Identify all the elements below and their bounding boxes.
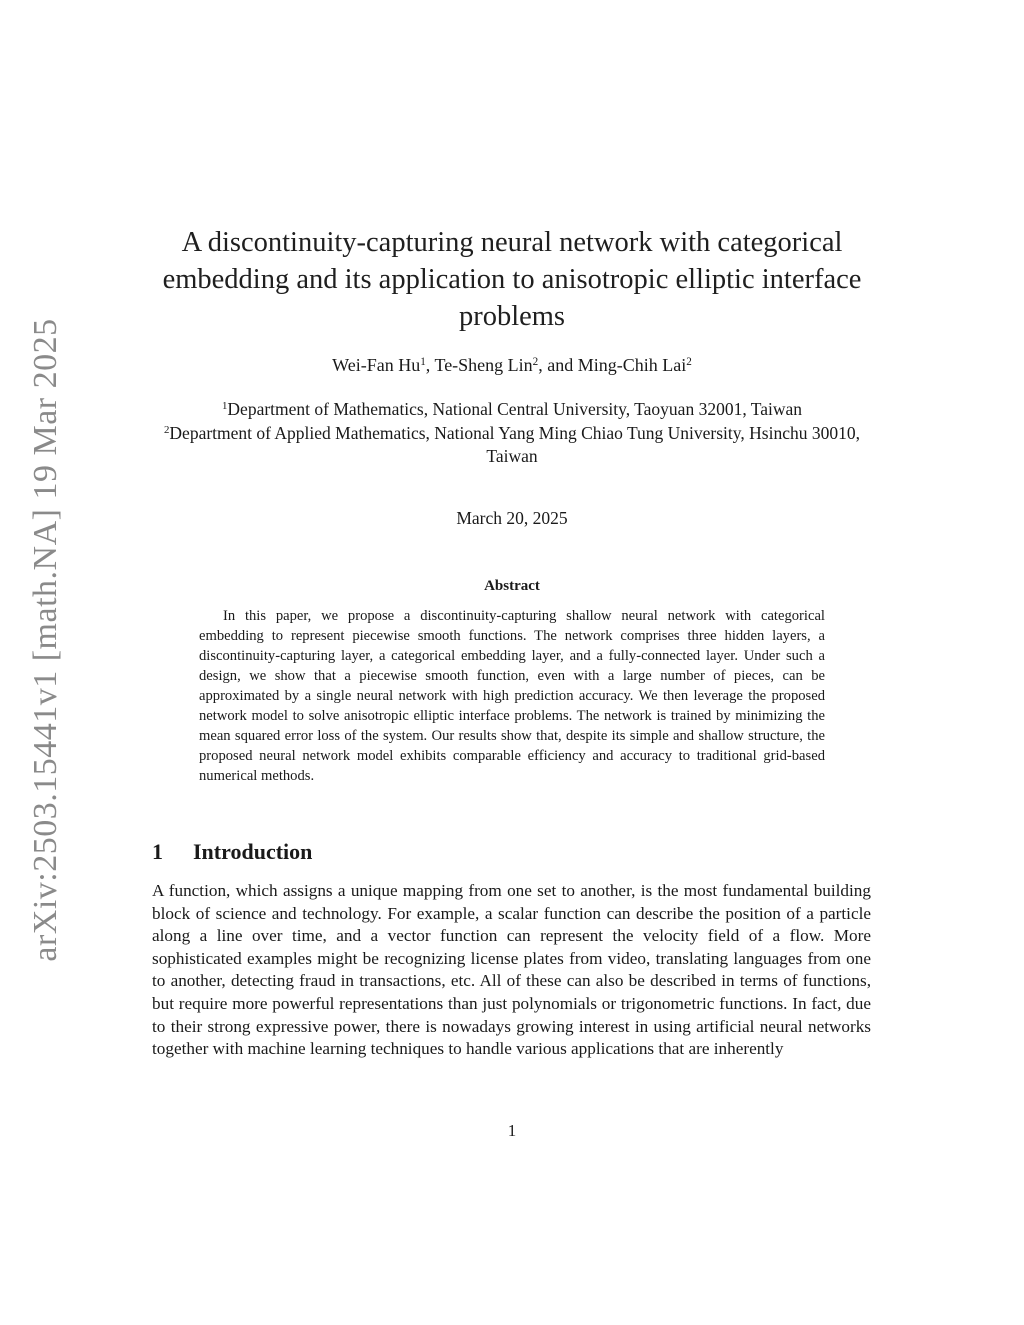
author-separator: , and	[538, 355, 578, 375]
author-name: Ming-Chih Lai	[577, 355, 687, 375]
abstract-body: In this paper, we propose a discontinuity-capturing shallow neural network with categorical embedding to represent piecewise smooth functions. The network comprises three hidden layers, a discontinuity-capturing layer, a categorical embedding layer, and a fully-connected layer. Under such a design, we show that a piecewise smooth function, even with a large number of pieces, can be approximated by a single neural network with high prediction accuracy. We then leverage the proposed network model to solve anisotropic elliptic interface problems. The network is trained by minimizing the mean squared error loss of the system. Our results show that, despite its simple and shallow structure, the proposed neural network model exhibits comparable efficiency and accuracy to traditional grid-based numerical methods.	[199, 608, 825, 784]
affiliation-entry	[150, 398, 874, 422]
section-number: 1	[152, 839, 163, 864]
arxiv-identifier-stamp: arXiv:2503.15441v1 [math.NA] 19 Mar 2025	[27, 318, 64, 962]
publication-date: March 20, 2025	[456, 508, 568, 528]
affiliation-mark: 2	[164, 423, 170, 436]
author-affiliation-mark: 2	[686, 355, 692, 368]
abstract-heading: Abstract	[484, 578, 540, 594]
author-affiliation-mark: 2	[532, 355, 539, 368]
section-body: A function, which assigns a unique mapping from one set to another, is the most fundamental building block of science and technology. For example, a scalar function can describe the position of a particle along a line over time, and a vector function can represent the velocity field of a flow. More sophisticated examples might be recognizing license plates from video, translating languages from one to another, detecting fraud in transactions, etc. All of these can also be described in terms of functions, but require more powerful representations than just polynomials or trigonometric functions. In fact, due to their strong expressive power, there is nowadays growing interest in using artificial neural networks together with machine learning techniques to handle various applications that are inherently	[152, 881, 871, 1059]
affiliation-list	[150, 398, 874, 469]
author-name: Wei-Fan Hu	[332, 355, 421, 375]
affiliation-text: Department of Applied Mathematics, National Yang Ming Chiao Tung University, Hsinchu 30010, Taiwan	[169, 422, 860, 466]
page-number: 1	[507, 1121, 517, 1140]
author-name: Te-Sheng Lin	[434, 355, 533, 375]
affiliation-entry	[150, 422, 874, 469]
section-title: Introduction	[193, 839, 313, 864]
author-list	[150, 353, 874, 377]
section-heading	[152, 837, 312, 867]
author-affiliation-mark: 1	[420, 355, 426, 368]
affiliation-mark: 1	[222, 400, 228, 413]
affiliation-text: Department of Mathematics, National Central University, Taoyuan 32001, Taiwan	[227, 399, 802, 419]
author-separator: ,	[425, 355, 435, 375]
paper-title: A discontinuity-capturing neural network with categorical embedding and its application to anisotropic elliptic interface problems	[162, 227, 862, 332]
